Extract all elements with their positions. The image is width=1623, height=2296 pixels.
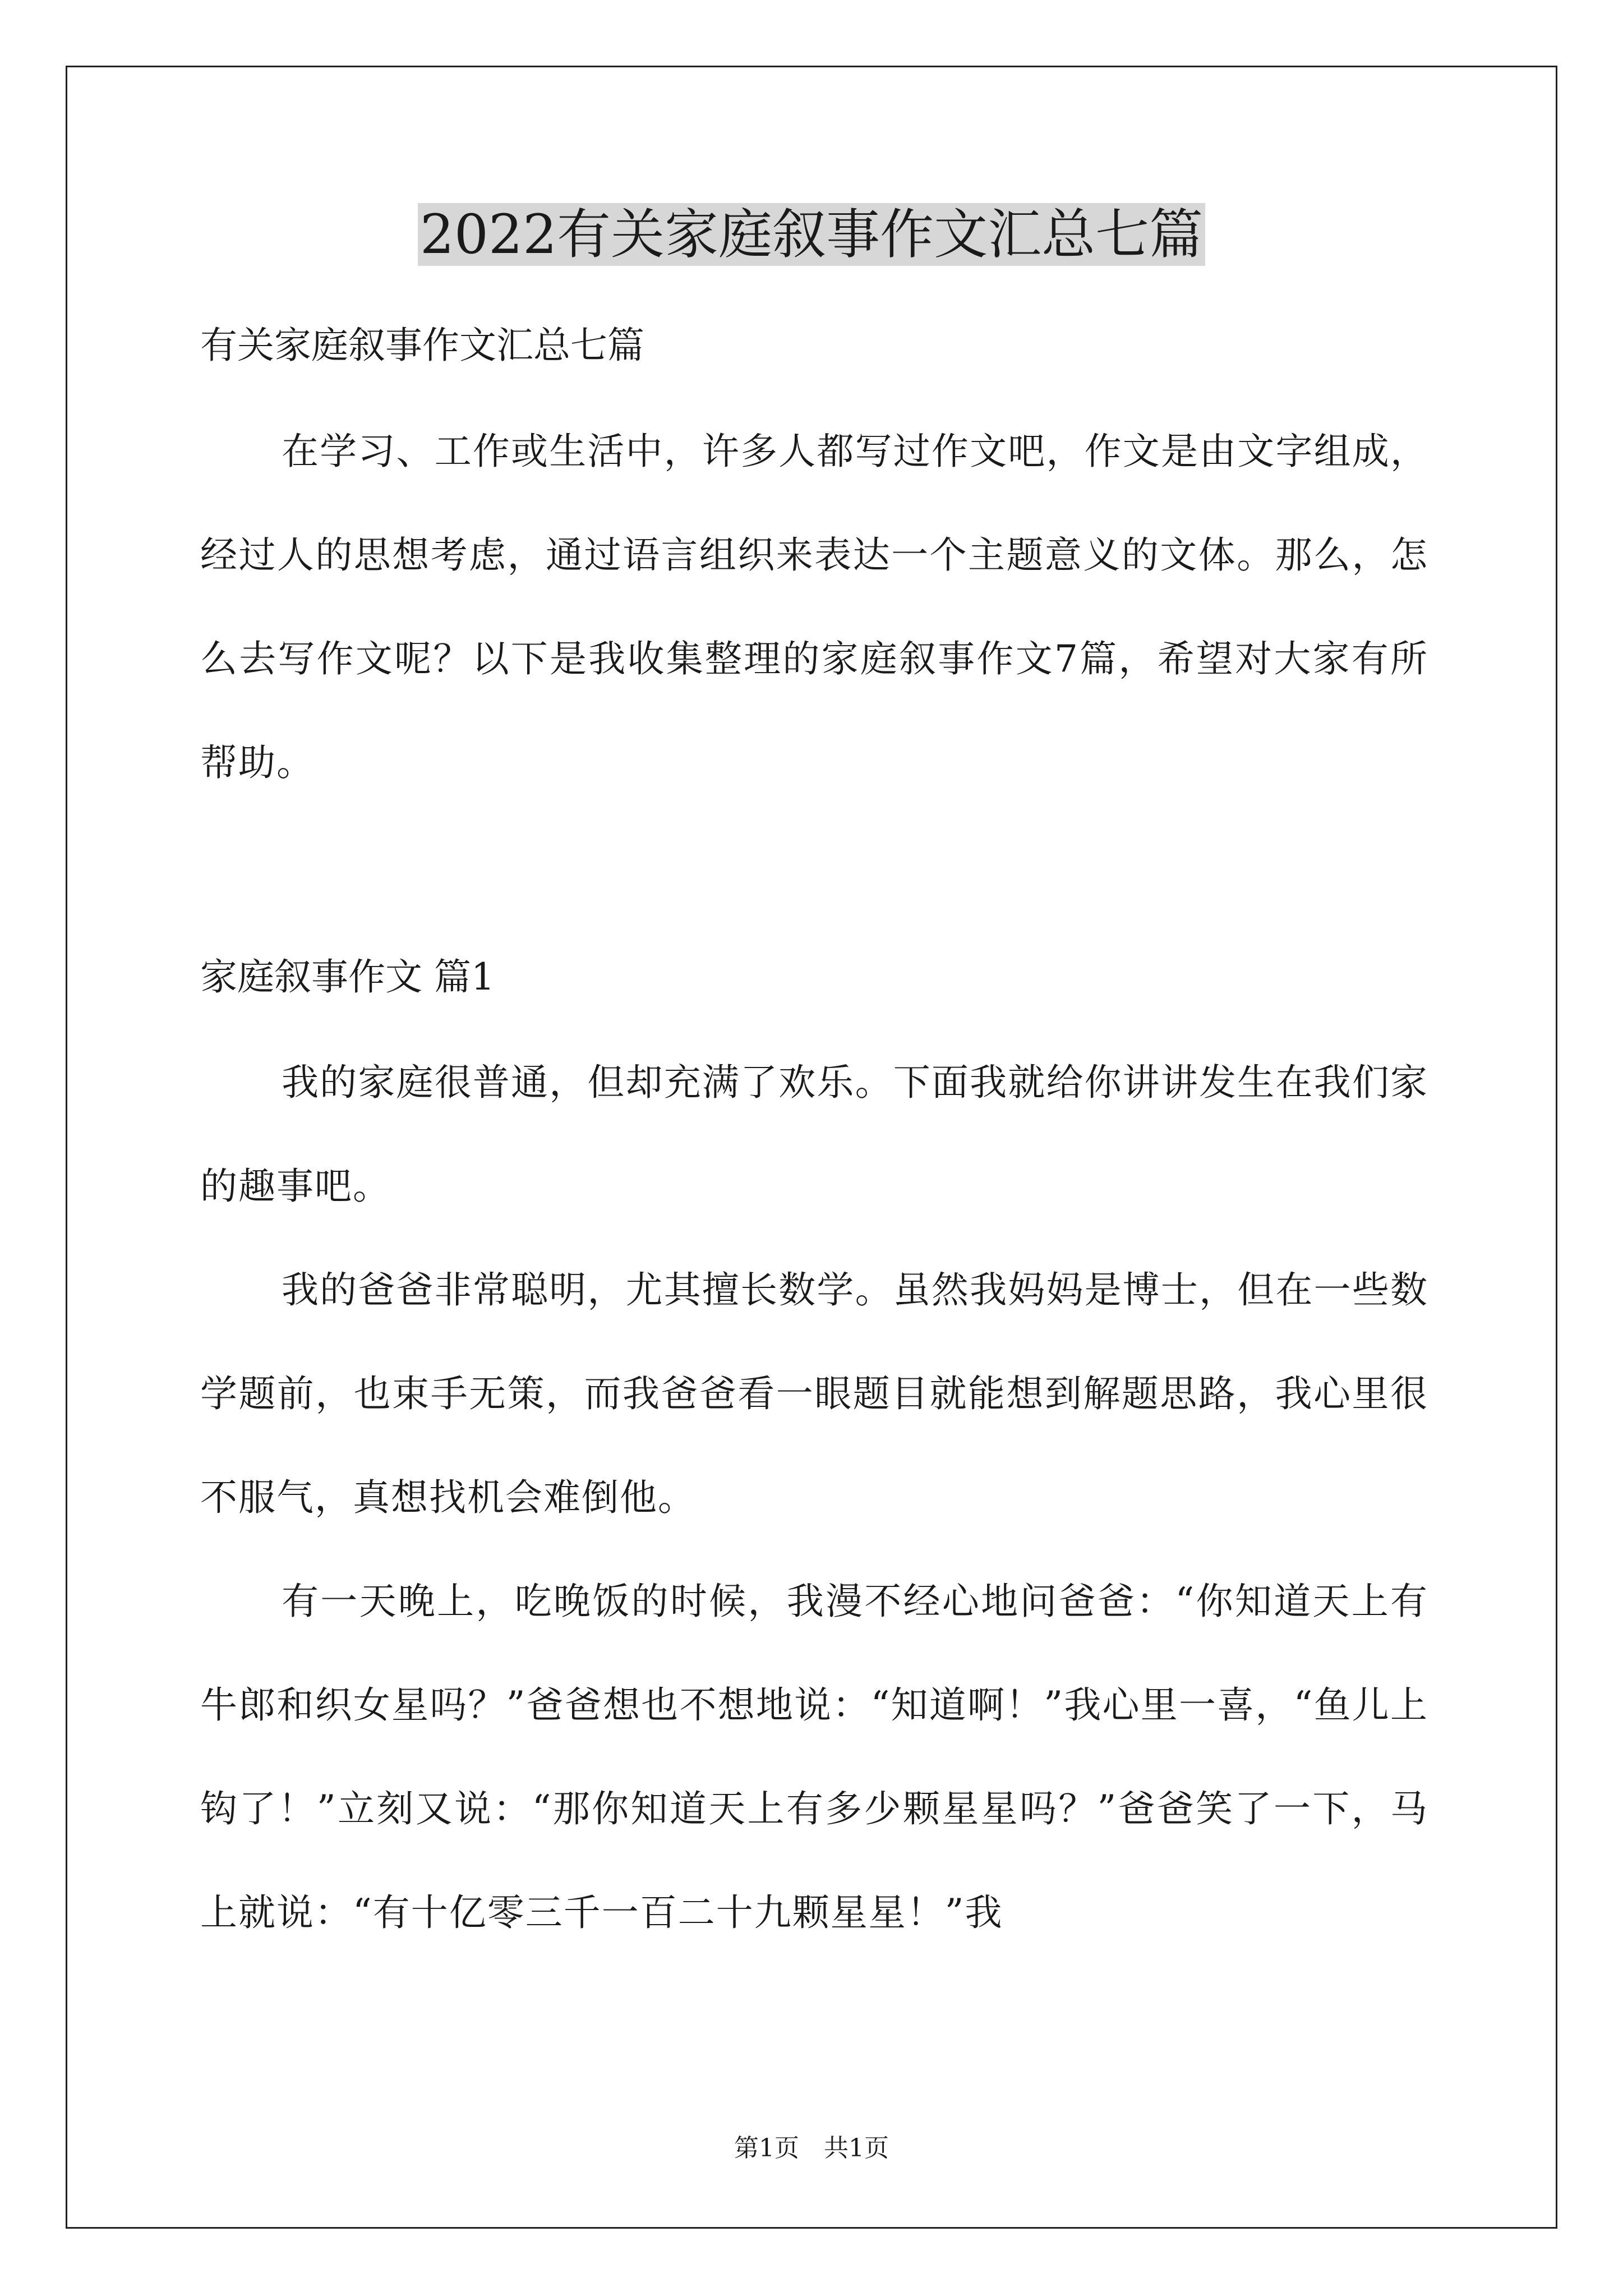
section-heading: 家庭叙事作文 篇1 (200, 955, 495, 999)
body-paragraph-2: 我的爸爸非常聪明，尤其擅长数学。虽然我妈妈是博士，但在一些数学题前，也束手无策，而我爸爸看一眼题目就能想到解题思路，我心里很不服气，真想找机会难倒他。 (200, 1268, 1428, 1519)
document-body (200, 318, 1428, 1964)
body-paragraph-3: 有一天晚上，吃晚饭的时候，我漫不经心地问爸爸：“你知道天上有牛郎和织女星吗？”爸爸想也不想地说：“知道啊！”我心里一喜，“鱼儿上钩了！”立刻又说：“那你知道天上有多少颗星星吗？”爸爸笑了一下，马上就说：“有十亿零三千一百二十九颗星星！”我 (200, 1580, 1428, 1934)
body-paragraph-1: 我的家庭很普通，但却充满了欢乐。下面我就给你讲讲发生在我们家的趣事吧。 (200, 1061, 1428, 1208)
document-title (0, 196, 1623, 273)
document-subtitle: 有关家庭叙事作文汇总七篇 (200, 324, 644, 367)
document-title-text: 2022有关家庭叙事作文汇总七篇 (418, 203, 1205, 266)
intro-paragraph: 在学习、工作或生活中，许多人都写过作文吧，作文是由文字组成，经过人的思想考虑，通过语言组织来表达一个主题意义的文体。那么，怎么去写作文呢？以下是我收集整理的家庭叙事作文7篇，希望对大家有所帮助。 (200, 430, 1428, 784)
page-footer: 第1页 共1页 (734, 2134, 889, 2162)
